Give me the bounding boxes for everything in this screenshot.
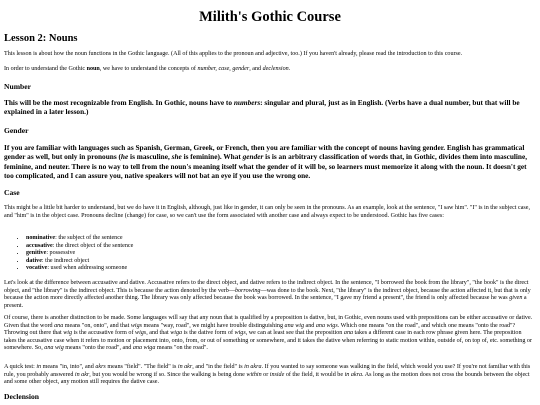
gender-she: she (171, 152, 182, 162)
word-in: in (36, 364, 42, 370)
concepts-pre: In order to understand the Gothic (4, 66, 87, 72)
list-item (26, 265, 534, 273)
gender-paragraph (4, 143, 534, 181)
number-text-a: This will be the most recognizable from English. In Gothic, nouns have to (4, 98, 234, 107)
number-paragraph (4, 98, 534, 117)
case-desc: : the subject of the sentence (55, 235, 123, 241)
case-desc: : possessive (46, 250, 76, 257)
intro-text: This lesson is about how the noun functions in the Gothic language. (All of this applies to the pronoun and adjective, too.) If you haven't already, please read the introduction to this course. (4, 51, 463, 57)
word-in-akr: in akr (74, 371, 90, 378)
list-item (26, 243, 534, 251)
para2-a: Let's look at the difference between accusative and dative. Accusative refers to the direct object, and dative refers to the indirect object. In the sentence, "I borrowed the book from the library", "the book" is the direct object, and "the library" is the indirect object. This is because the action denoted by the verb— (4, 280, 529, 294)
para4-e: . If you wanted to say someone was walking in the field, which would you use? If you're not familiar with this rule, you probably answered (4, 364, 531, 378)
number-text-b: : singular and plural, just as in English. (Verbs have a dual number, but that will be explained in a later lesson.) (4, 98, 520, 117)
case-desc: : the direct object of the sentence (52, 242, 134, 249)
word-ana: ana (343, 330, 354, 337)
case-desc: : the indirect object (41, 257, 90, 264)
para3-l: means "on the road". (155, 345, 208, 352)
para4-a: A quick test: (4, 364, 37, 370)
gender-t4: is is an arbitrary classification of words that, in Gothic, divides them into masculine, feminine, and neuter. There is no way to tell from the noun's meaning itself what the gender of it will be, so learners must memorize it along with the noun. It doesn't get too complicated, and I can assure you, native speakers will not bat an eye if you use the wrong one. (4, 152, 528, 181)
list-item (26, 258, 534, 266)
para4-c: means "field". "The field" is (105, 364, 178, 370)
para3-a: Of course, there is another distinction to be made. Some languages will say that any noun that is qualified by a preposition is dative, but, in Gothic, even nouns used with prepositions can be either accusative or dative. Given that the word (4, 315, 533, 329)
gender-t1: If you are familiar with languages such as Spanish, German, Greek, or French, then you are familiar with the concept of nouns having gender. English has grammatical gender as well, but only in pronouns ( (4, 143, 525, 162)
para3-d: and (304, 322, 316, 329)
para3-c: means "way, road", we might have trouble distinguishing (142, 322, 285, 329)
word-ana-wig: ana wig (284, 322, 304, 329)
para2-c: a present. (4, 295, 527, 309)
word-wigs: wigs (234, 330, 246, 337)
case-term: vocative (26, 265, 48, 272)
case-list (4, 235, 534, 273)
lesson-title: Lesson 2: Nouns (4, 33, 78, 44)
para3-g: , and that (146, 330, 171, 337)
case-paragraph-4 (4, 364, 534, 387)
para4-h: of the field, it would be (284, 371, 345, 378)
word-wig: wig (63, 330, 73, 337)
word-within: within (246, 371, 262, 378)
word-in-akra: in akra (244, 364, 262, 370)
concepts-mid: , we have to understand the concepts of (99, 66, 198, 72)
para4-g: or (261, 371, 270, 378)
concepts-end: . (288, 66, 291, 72)
word-akrs: akrs (95, 364, 106, 370)
case-term: nominative (26, 235, 56, 241)
para2-em: borrowing (234, 287, 261, 294)
para4-d: , and "in the field" is (192, 364, 245, 370)
concepts-noun: noun (86, 66, 100, 72)
gender-t3: is feminine). What (181, 152, 243, 162)
word-wigs: wigs (135, 330, 147, 337)
case-paragraph-3 (4, 315, 534, 353)
word-inside: inside (269, 371, 285, 378)
para4-b: means "in, into", and (41, 364, 96, 370)
para2-b: —was done to the book. Next, "the library" is the indirect object, because the action affected it, but that is only because the action more directly affected another thing. The library was only affected because the book was borrowed. In the sentence, "I gave my friend a present", the friend is only affected because he was (4, 287, 531, 302)
list-item (26, 235, 534, 243)
para3-k: means "onto the road", and (63, 345, 133, 352)
gender-t2: is masculine, (128, 152, 172, 162)
case-term: dative (26, 257, 42, 264)
word-wigs: wigs (130, 322, 143, 329)
para3-j: takes a different case in each row phrase given here. The preposition takes the accusative case when it refers to motion or placement into, onto, from, or out of something or somewhere, and it takes the dative when referring to static motion within, outside of, on top of, etc. something or somewhere. So, (4, 330, 532, 352)
case-term: genitive (26, 250, 47, 257)
word-wiga: wiga (170, 330, 183, 337)
concepts-and: , and (249, 66, 263, 72)
gender-word: gender (242, 152, 264, 162)
word-in-akra: in akra (344, 371, 362, 378)
para4-f: , but you would be wrong if so. Since the walking is being done (89, 371, 247, 378)
case-term: accusative (26, 242, 53, 249)
para3-e: . Which one means "on the road", and which one means "onto the road"? Throwing out there that (4, 322, 516, 337)
concepts-list: number, case, gender (197, 66, 250, 72)
para4-i: . As long as the motion does not cross the bounds between the object and some other object, any motion still requires the dative case. (4, 371, 530, 386)
list-item (26, 250, 534, 258)
para3-i: , we can at least see that the preposition (245, 330, 344, 337)
case-desc: : used when addressing someone (47, 265, 128, 272)
para3-h: is the dative form of (182, 330, 235, 337)
number-text-em: numbers (233, 98, 261, 107)
page-title: Milith's Gothic Course (199, 9, 341, 25)
para3-b: means "on, onto", and that (63, 322, 131, 329)
case-text: This might be a little bit harder to understand, but we do have it in English, although, just like in gender, it can only be seen in the pronouns. As an example, look at the sentence, "I saw him". "I" is in the subject case, and "him" is in the object case. Pronouns decline (change) for case, so we can't use the form associated with another case and always expect to be understood. Gothic has five cases: (4, 205, 531, 219)
gender-heading: Gender (4, 126, 29, 135)
number-heading: Number (4, 82, 31, 91)
word-ana-wig: ana wig (44, 345, 64, 352)
gender-he: he (120, 152, 129, 162)
para2-em2: given (509, 295, 523, 302)
word-ana: ana (54, 322, 64, 329)
concepts-paragraph (4, 66, 534, 74)
declension-heading: Declension (4, 392, 40, 401)
case-paragraph (4, 205, 534, 220)
para3-f: is the accusative form of (72, 330, 135, 337)
word-ana-wiga: ana wiga (132, 345, 156, 352)
case-heading: Case (4, 188, 20, 197)
word-ana-wigs: ana wigs (315, 322, 338, 329)
case-paragraph-2 (4, 280, 534, 310)
word-in-akr: in akr (177, 364, 193, 370)
concepts-last: declension (262, 66, 289, 72)
intro-paragraph (4, 51, 534, 59)
